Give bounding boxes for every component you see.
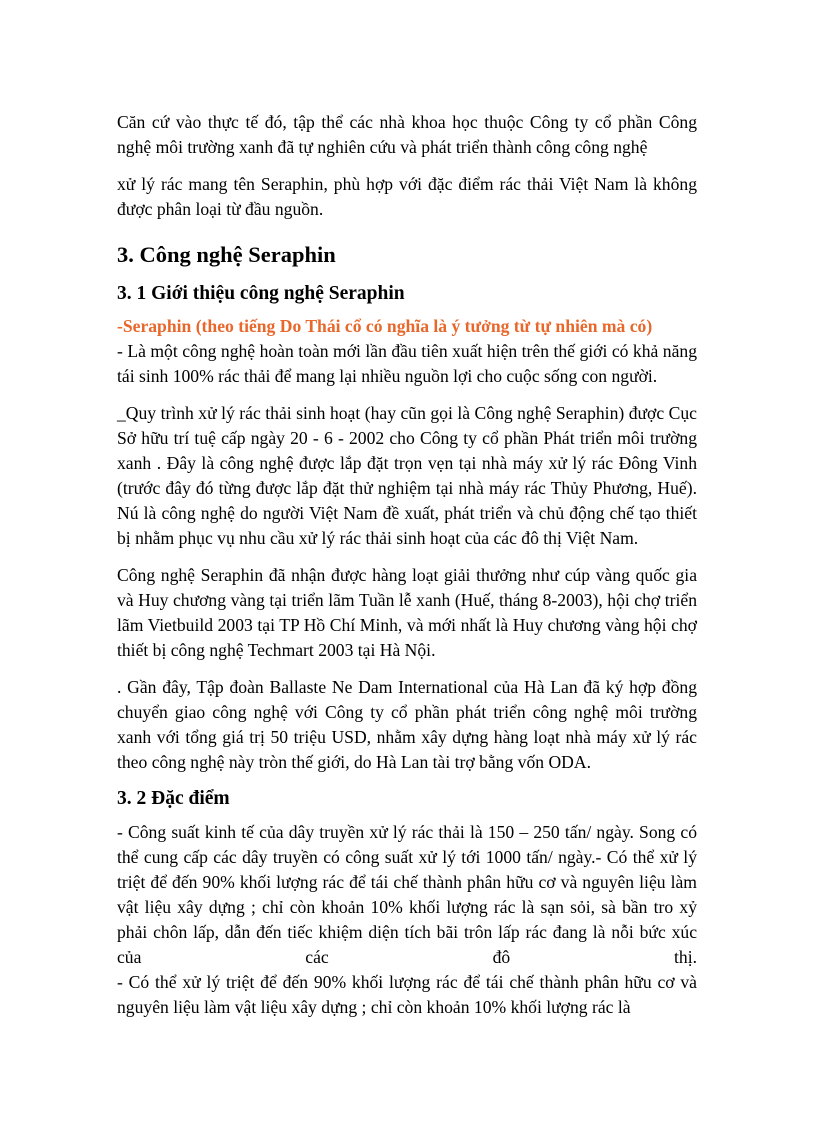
awards-paragraph: Công nghệ Seraphin đã nhận được hàng loạt giải thưởng như cúp vàng quốc gia và Huy chương vàng tại triển lãm Tuần lễ xanh (Huế, tháng 8-2003), hội chợ triển lãm Vietbuild 2003 tại TP Hồ Chí Minh, và mới nhất là Huy chương vàng hội chợ thiết bị công nghệ Techmart 2003 tại Hà Nội. bbox=[117, 565, 697, 660]
features-paragraph-2: - Có thể xử lý triệt để đến 90% khối lượng rác để tái chế thành phân hữu cơ và nguyên liệu làm vật liệu xây dựng ; chỉ còn khoản 10% khối lượng rác là bbox=[117, 972, 697, 1017]
contract-paragraph: . Gần đây, Tập đoàn Ballaste Ne Dam International của Hà Lan đã ký hợp đồng chuyển giao công nghệ với Công ty cổ phần phát triển công nghệ môi trường xanh với tổng giá trị 50 triệu USD, nhằm xây dựng hàng loạt nhà máy xử lý rác theo công nghệ này tròn thế giới, do Hà Lan tài trợ bằng vốn ODA. bbox=[117, 677, 697, 772]
section-3-1-heading: 3. 1 Giới thiệu công nghệ Seraphin bbox=[117, 283, 405, 304]
features-paragraph-1: - Công suất kinh tế của dây truyền xử lý rác thải là 150 – 250 tấn/ ngày. Song có thể cung cấp các dây truyền có công suất xử lý tới 1000 tấn/ ngày.- Có thể xử lý triệt để đến 90% khối lượng rác để tái chế thành phân hữu cơ và nguyên liệu làm vật liệu xây dựng ; chỉ còn khoản 10% khối lượng rác là sạn sỏi, sà bần tro xỷ phải chôn lấp, dẫn đến tiếc khiệm diện tích bãi trôn lấp rác đang là nỗi bức xúc của các đô thị. bbox=[117, 822, 697, 967]
process-paragraph: _Quy trình xử lý rác thải sinh hoạt (hay cũn gọi là Công nghệ Seraphin) được Cục Sở hữu trí tuệ cấp ngày 20 - 6 - 2002 cho Công ty cổ phần Phát triển môi trường xanh . Đây là công nghệ được lắp đặt trọn vẹn tại nhà máy xử lý rác Đông Vinh (trước đây đó từng được lắp đặt thử nghiệm tại nhà máy rác Thủy Phương, Huế). Nú là công nghệ do người Việt Nam đề xuất, phát triển và chủ động chế tạo thiết bị nhằm phục vụ nhu cầu xử lý rác thải sinh hoạt của các đô thị Việt Nam. bbox=[117, 403, 697, 548]
seraphin-meaning-highlight: -Seraphin (theo tiếng Do Thái cổ có nghĩa là ý tưởng từ tự nhiên mà có) bbox=[117, 316, 653, 336]
document-page bbox=[117, 110, 697, 1020]
intro-new-technology: - Là một công nghệ hoàn toàn mới lần đầu tiên xuất hiện trên thế giới có khả năng tái sinh 100% rác thải để mang lại nhiều nguồn lợi cho cuộc sống con người. bbox=[117, 341, 697, 386]
intro-paragraph-2: xử lý rác mang tên Seraphin, phù hợp với đặc điểm rác thải Việt Nam là không được phân loại từ đầu nguồn. bbox=[117, 174, 697, 219]
intro-paragraph-1: Căn cứ vào thực tế đó, tập thể các nhà khoa học thuộc Công ty cổ phần Công nghệ môi trường xanh đã tự nghiên cứu và phát triển thành công công nghệ bbox=[117, 112, 697, 157]
section-3-2-heading: 3. 2 Đặc điểm bbox=[117, 788, 230, 809]
section-3-heading: 3. Công nghệ Seraphin bbox=[117, 242, 336, 267]
